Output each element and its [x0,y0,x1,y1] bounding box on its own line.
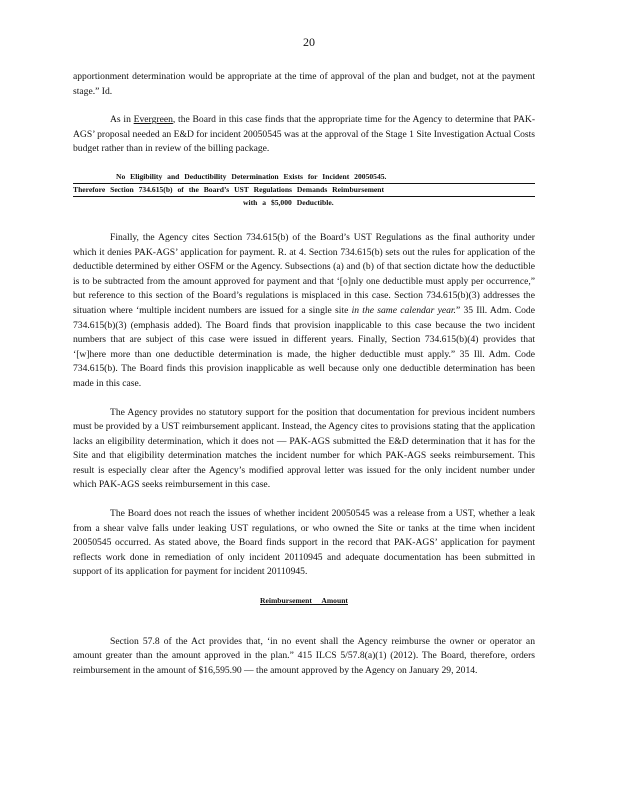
section-heading-deductible [73,171,535,209]
case-name-evergreen: Evergreen [133,114,173,126]
document-body [73,70,535,692]
paragraph-apportionment: apportionment determination would be appropriate at the time of approval of the plan and budget, not at the payment stage.” Id. [73,71,535,97]
paragraph-statutory-support: The Agency provides no statutory support for the position that documentation for previous incident numbers must be provided by a UST reimbursement applicant. Instead, the Agency cites to provisions stating that the application lacks an eligibility determination, which it does not — PAK-AGS submitted the E&D determination that it has for the Site and that eligibility determination matches the incident number for which PAK-AGS seeks reimbursement. This result is especially clear after the Agency’s modified approval letter was issued for the only incident number under which PAK-AGS seeks reimbursement in this case. [73,406,535,491]
paragraph-evergreen-pre: As in [110,114,134,126]
section-heading-line-1: No Eligibility and Deductibility Determination Exists for Incident 20050545. [73,171,535,184]
paragraph-reimbursement: Section 57.8 of the Act provides that, ‘in no event shall the Agency reimburse the owner or operator an amount greater than the amount approved in the plan.” 415 ILCS 5/57.8(a)(1) (2012). The Board, therefore, orders reimbursement in the amount of $16,595.90 — the amount approved by the Agency on January 29, 2014. [73,635,535,676]
paragraph-regulations-post: ” 35 Ill. Adm. Code 734.615(b)(3) (emphasis added). The Board finds that provision inapplicable to this case because the two incident numbers that are subject of this case were issued in different years. Finally, Section 734.615(b)(4) provides that ‘[w]here more than one deductible determination is made, the higher deductible must apply.” 35 Ill. Adm. Code 734.615(b). The Board finds this provision inapplicable as well because only one deductible determination has been made in this case. [73,304,535,389]
paragraph-regulations [73,231,535,392]
section-heading-line-2: Therefore Section 734.615(b) of the Board’s UST Regulations Demands Reimbursement [73,184,535,197]
paragraph-board-finding: The Board does not reach the issues of whether incident 20050545 was a release from a UST, whether a leak from a shear valve falls under leaking UST regulations, or who owned the Site or tanks at the time when incident 20050545 occurred. As stated above, the Board finds support in the record that PAK-AGS’ application for payment reflects work done in remediation of only incident 20110945 and adequate documentation has been submitted in support of its application for payment for incident 20110945. [73,508,535,578]
section-heading-line-3: with a $5,000 Deductible. [243,197,334,207]
paragraph-regulations-pre: Finally, the Agency cites Section 734.615(b) of the Board’s UST Regulations as the final authority under which it denies PAK-AGS’ application for payment. R. at 4. Section 734.615(b) sets out the rules for application of the deductible determined by either OSFM or the Agency. Subsections (a) and (b) of that section dictate how the deductible is to be subtracted from the amount approved for payment and that ‘[o]nly one deductible must apply per occurrence,” but reference to this section of the Board’s regulations is misplaced in this case. Section 734.615(b)(3) addresses the situation where ‘multiple incident numbers are issued for a single site [73,231,535,316]
paragraph-evergreen-post: , the Board in this case finds that the appropriate time for the Agency to determine that PAK-AGS’ proposal needed an E&D for incident 20050545 was at the approval of the Stage 1 Site Investigation Actual Costs budget rather than in review of the billing package. [73,114,536,155]
paragraph-regulations-emphasis: in the same calendar year. [351,304,456,316]
paragraph-evergreen [73,113,535,157]
section-heading-reimbursement: Reimbursement Amount [260,596,348,606]
page-number: 20 [303,35,315,49]
